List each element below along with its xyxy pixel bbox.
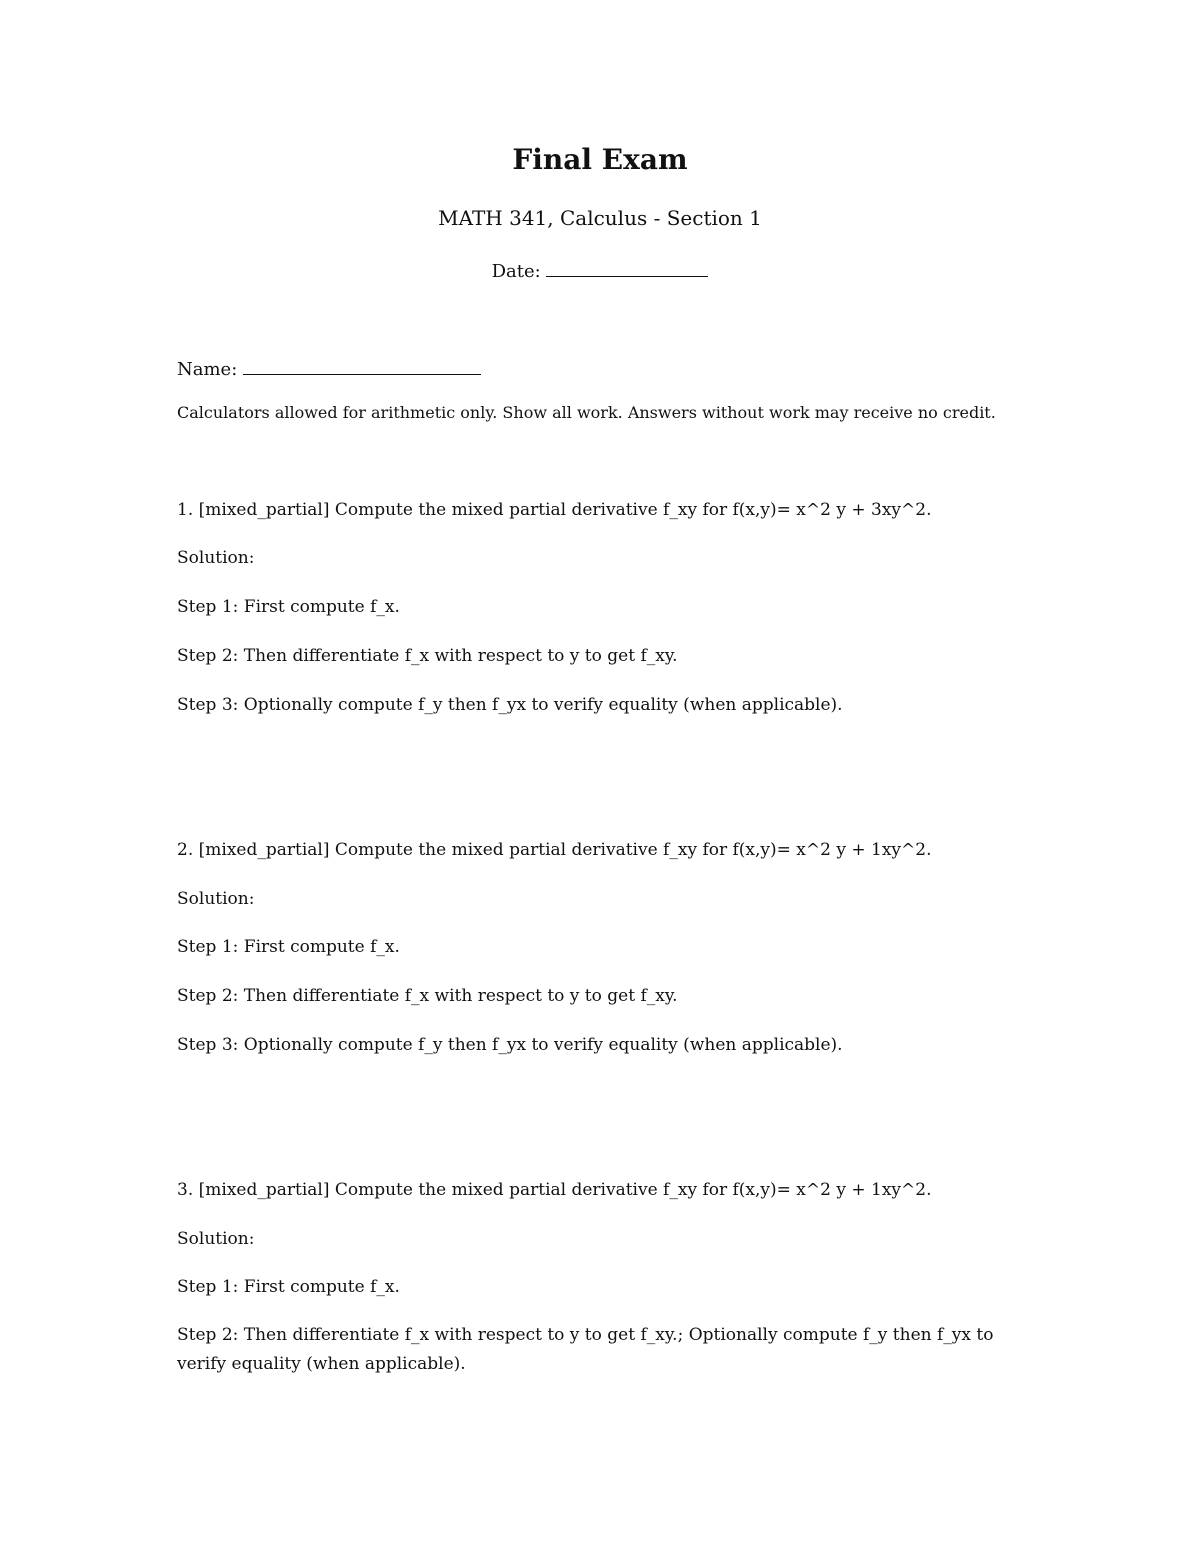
date-field	[0, 256, 1200, 285]
name-field	[177, 354, 481, 383]
name-blank[interactable]	[243, 354, 481, 375]
question-prompt: 2. [mixed_partial] Compute the mixed partial derivative f_xy for f(x,y)= x^2 y + 1xy^2.	[177, 840, 932, 860]
solution-step-2: Step 2: Then differentiate f_x with respect to y to get f_xy.	[177, 986, 678, 1006]
course-subtitle: MATH 341, Calculus - Section 1	[438, 206, 762, 230]
solution-label: Solution:	[177, 548, 255, 568]
date-blank[interactable]	[546, 256, 708, 277]
date-label: Date:	[491, 261, 541, 282]
exam-title: Final Exam	[512, 143, 688, 176]
solution-step-3: Step 3: Optionally compute f_y then f_yx to verify equality (when applicable).	[177, 695, 843, 715]
solution-step-3: Step 3: Optionally compute f_y then f_yx to verify equality (when applicable).	[177, 1035, 843, 1055]
name-label: Name:	[177, 359, 238, 380]
solution-label: Solution:	[177, 1229, 255, 1249]
solution-label: Solution:	[177, 889, 255, 909]
question-prompt: 3. [mixed_partial] Compute the mixed partial derivative f_xy for f(x,y)= x^2 y + 1xy^2.	[177, 1180, 932, 1200]
exam-instructions: Calculators allowed for arithmetic only. Show all work. Answers without work may receive no credit.	[177, 403, 996, 422]
solution-step-2: Step 2: Then differentiate f_x with respect to y to get f_xy.; Optionally compute f_y then f_yx to verify equality (when applicable).	[177, 1325, 994, 1374]
solution-step-1: Step 1: First compute f_x.	[177, 937, 400, 957]
question-prompt: 1. [mixed_partial] Compute the mixed partial derivative f_xy for f(x,y)= x^2 y + 3xy^2.	[177, 500, 932, 520]
solution-step-1: Step 1: First compute f_x.	[177, 1277, 400, 1297]
solution-step-2: Step 2: Then differentiate f_x with respect to y to get f_xy.	[177, 646, 678, 666]
solution-step-1: Step 1: First compute f_x.	[177, 597, 400, 617]
